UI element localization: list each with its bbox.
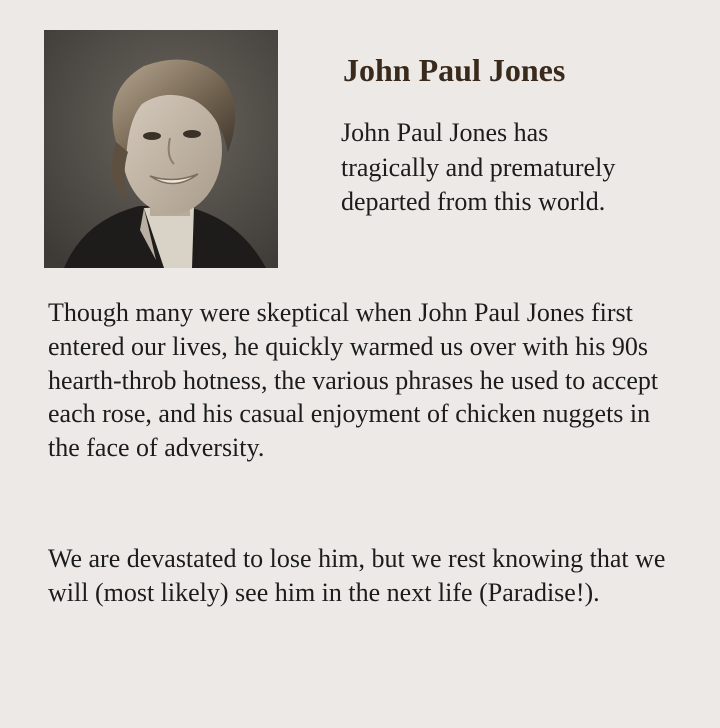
- portrait-photo: [44, 30, 278, 268]
- memorial-name-title: John Paul Jones: [343, 52, 566, 88]
- intro-text: John Paul Jones has tragically and prematurely departed from this world.: [341, 118, 616, 217]
- body-paragraph: We are devastated to lose him, but we rest knowing that we will (most likely) see him in the next life (Paradise!).: [48, 544, 666, 607]
- body-paragraph: Though many were skeptical when John Paul Jones first entered our lives, he quickly warmed us over with his 90s hearth-throb hotness, the various phrases he used to accept each rose, and his casual enjoyment of chicken nuggets in the face of adversity.: [48, 298, 659, 463]
- portrait-image: [44, 30, 278, 268]
